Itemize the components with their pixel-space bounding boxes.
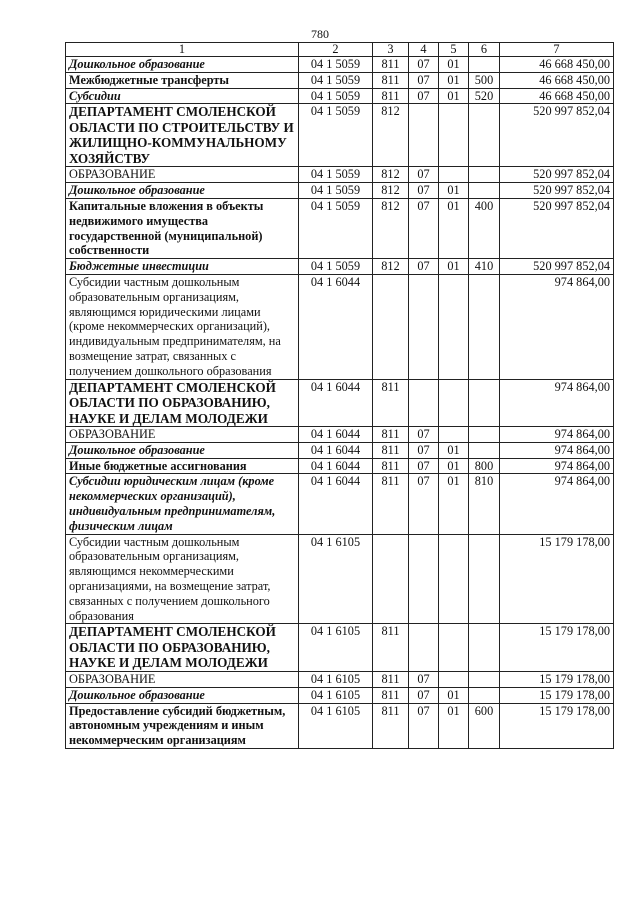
- row-rz: 07: [409, 259, 439, 275]
- row-code: 04 1 5059: [299, 259, 373, 275]
- table-row: [66, 259, 614, 275]
- row-sum: 15 179 178,00: [500, 687, 614, 703]
- table-row: [66, 198, 614, 258]
- row-vr: 600: [469, 703, 500, 748]
- row-ved: 811: [373, 88, 409, 104]
- row-name: ОБРАЗОВАНИЕ: [66, 427, 299, 443]
- row-vr: 410: [469, 259, 500, 275]
- table-row: [66, 167, 614, 183]
- row-ved: 812: [373, 259, 409, 275]
- row-code: 04 1 6105: [299, 624, 373, 672]
- row-name: ДЕПАРТАМЕНТ СМОЛЕНСКОЙ ОБЛАСТИ ПО СТРОИТЕЛЬСТВУ И ЖИЛИЩНО-КОММУНАЛЬНОМУ ХОЗЯЙСТВУ: [66, 104, 299, 167]
- row-name: ДЕПАРТАМЕНТ СМОЛЕНСКОЙ ОБЛАСТИ ПО ОБРАЗОВАНИЮ, НАУКЕ И ДЕЛАМ МОЛОДЕЖИ: [66, 379, 299, 427]
- table-row: [66, 534, 614, 624]
- row-vr: 800: [469, 458, 500, 474]
- table-row: [66, 274, 614, 379]
- row-vr: [469, 624, 500, 672]
- row-code: 04 1 5059: [299, 57, 373, 73]
- row-rz: 07: [409, 703, 439, 748]
- row-vr: [469, 534, 500, 624]
- row-pr: 01: [439, 474, 469, 534]
- row-code: 04 1 5059: [299, 198, 373, 258]
- row-code: 04 1 6044: [299, 474, 373, 534]
- row-name: Дошкольное образование: [66, 57, 299, 73]
- row-name: Предоставление субсидий бюджетным, автономным учреждениям и иным некоммерческим организациям: [66, 703, 299, 748]
- row-pr: [439, 671, 469, 687]
- table-row: [66, 72, 614, 88]
- row-name: ДЕПАРТАМЕНТ СМОЛЕНСКОЙ ОБЛАСТИ ПО ОБРАЗОВАНИЮ, НАУКЕ И ДЕЛАМ МОЛОДЕЖИ: [66, 624, 299, 672]
- row-sum: 46 668 450,00: [500, 72, 614, 88]
- header-col-5: 5: [439, 43, 469, 57]
- row-vr: [469, 427, 500, 443]
- row-sum: 974 864,00: [500, 474, 614, 534]
- row-vr: [469, 104, 500, 167]
- row-pr: 01: [439, 88, 469, 104]
- table-row: [66, 458, 614, 474]
- row-pr: 01: [439, 259, 469, 275]
- row-name: Межбюджетные трансферты: [66, 72, 299, 88]
- row-sum: 46 668 450,00: [500, 57, 614, 73]
- row-ved: 811: [373, 671, 409, 687]
- page-number: 780: [311, 27, 329, 41]
- table-row: [66, 88, 614, 104]
- row-code: 04 1 6044: [299, 379, 373, 427]
- row-sum: 46 668 450,00: [500, 88, 614, 104]
- row-code: 04 1 6044: [299, 458, 373, 474]
- row-code: 04 1 6044: [299, 274, 373, 379]
- row-rz: [409, 274, 439, 379]
- row-rz: 07: [409, 671, 439, 687]
- row-rz: 07: [409, 474, 439, 534]
- row-ved: 811: [373, 427, 409, 443]
- table-row: [66, 57, 614, 73]
- row-rz: 07: [409, 687, 439, 703]
- row-pr: [439, 534, 469, 624]
- row-ved: 812: [373, 198, 409, 258]
- row-pr: 01: [439, 458, 469, 474]
- row-vr: [469, 671, 500, 687]
- row-vr: 500: [469, 72, 500, 88]
- row-name: Субсидии частным дошкольным образовательным организациям, являющимся юридическими лицами (кроме некоммерческих организаций), индивидуальным предпринимателям, на возмещение затрат, связанных с получением дошкольного образования: [66, 274, 299, 379]
- row-rz: 07: [409, 167, 439, 183]
- row-rz: [409, 534, 439, 624]
- row-pr: 01: [439, 687, 469, 703]
- row-ved: 811: [373, 474, 409, 534]
- row-pr: [439, 427, 469, 443]
- row-code: 04 1 6105: [299, 671, 373, 687]
- header-col-3: 3: [373, 43, 409, 57]
- row-ved: 811: [373, 442, 409, 458]
- row-rz: 07: [409, 198, 439, 258]
- row-ved: [373, 534, 409, 624]
- row-vr: [469, 167, 500, 183]
- row-rz: 07: [409, 427, 439, 443]
- header-col-6: 6: [469, 43, 500, 57]
- row-vr: 400: [469, 198, 500, 258]
- row-ved: [373, 274, 409, 379]
- row-name: ОБРАЗОВАНИЕ: [66, 167, 299, 183]
- header-col-7: 7: [500, 43, 614, 57]
- row-pr: 01: [439, 57, 469, 73]
- row-rz: [409, 379, 439, 427]
- table-row: [66, 624, 614, 672]
- row-sum: 520 997 852,04: [500, 198, 614, 258]
- row-pr: 01: [439, 72, 469, 88]
- row-name: Дошкольное образование: [66, 183, 299, 199]
- row-vr: [469, 274, 500, 379]
- row-rz: [409, 104, 439, 167]
- row-rz: 07: [409, 57, 439, 73]
- row-ved: 812: [373, 167, 409, 183]
- row-code: 04 1 6105: [299, 703, 373, 748]
- row-pr: [439, 104, 469, 167]
- table-row: [66, 379, 614, 427]
- row-rz: 07: [409, 72, 439, 88]
- row-ved: 811: [373, 57, 409, 73]
- row-rz: 07: [409, 183, 439, 199]
- row-name: Бюджетные инвестиции: [66, 259, 299, 275]
- row-code: 04 1 5059: [299, 183, 373, 199]
- table-row: [66, 687, 614, 703]
- row-ved: 812: [373, 104, 409, 167]
- row-vr: [469, 183, 500, 199]
- row-pr: [439, 379, 469, 427]
- row-sum: 520 997 852,04: [500, 104, 614, 167]
- row-code: 04 1 6105: [299, 687, 373, 703]
- table-row: [66, 703, 614, 748]
- row-sum: 974 864,00: [500, 458, 614, 474]
- row-name: Субсидии юридическим лицам (кроме некоммерческих организаций), индивидуальным предпринимателям, физическим лицам: [66, 474, 299, 534]
- row-rz: 07: [409, 88, 439, 104]
- row-name: Дошкольное образование: [66, 687, 299, 703]
- row-vr: [469, 442, 500, 458]
- row-sum: 520 997 852,04: [500, 167, 614, 183]
- row-name: Капитальные вложения в объекты недвижимого имущества государственной (муниципальной) собственности: [66, 198, 299, 258]
- row-code: 04 1 5059: [299, 88, 373, 104]
- table-row: [66, 427, 614, 443]
- row-ved: 811: [373, 703, 409, 748]
- row-code: 04 1 6044: [299, 427, 373, 443]
- row-sum: 520 997 852,04: [500, 259, 614, 275]
- row-name: Дошкольное образование: [66, 442, 299, 458]
- row-pr: 01: [439, 703, 469, 748]
- row-vr: [469, 57, 500, 73]
- row-code: 04 1 5059: [299, 167, 373, 183]
- row-name: Иные бюджетные ассигнования: [66, 458, 299, 474]
- row-rz: 07: [409, 442, 439, 458]
- row-sum: 974 864,00: [500, 442, 614, 458]
- row-ved: 811: [373, 458, 409, 474]
- row-code: 04 1 6105: [299, 534, 373, 624]
- row-code: 04 1 6044: [299, 442, 373, 458]
- row-sum: 520 997 852,04: [500, 183, 614, 199]
- row-pr: [439, 274, 469, 379]
- row-sum: 974 864,00: [500, 427, 614, 443]
- table-body: [66, 57, 614, 749]
- row-ved: 811: [373, 687, 409, 703]
- row-code: 04 1 5059: [299, 72, 373, 88]
- row-pr: 01: [439, 183, 469, 199]
- row-name: Субсидии частным дошкольным образовательным организациям, являющимся некоммерческими организациями, на возмещение затрат, связанных с получением дошкольного образования: [66, 534, 299, 624]
- table-row: [66, 671, 614, 687]
- header-col-2: 2: [299, 43, 373, 57]
- row-sum: 15 179 178,00: [500, 534, 614, 624]
- row-vr: 520: [469, 88, 500, 104]
- row-vr: [469, 379, 500, 427]
- header-row: [66, 43, 614, 57]
- row-ved: 811: [373, 72, 409, 88]
- row-sum: 974 864,00: [500, 274, 614, 379]
- row-pr: 01: [439, 198, 469, 258]
- row-rz: [409, 624, 439, 672]
- table-row: [66, 474, 614, 534]
- header-col-1: 1: [66, 43, 299, 57]
- row-vr: [469, 687, 500, 703]
- row-name: Субсидии: [66, 88, 299, 104]
- row-vr: 810: [469, 474, 500, 534]
- row-sum: 15 179 178,00: [500, 671, 614, 687]
- row-sum: 15 179 178,00: [500, 703, 614, 748]
- row-ved: 812: [373, 183, 409, 199]
- table-row: [66, 104, 614, 167]
- table-row: [66, 442, 614, 458]
- row-ved: 811: [373, 624, 409, 672]
- budget-table: [65, 42, 614, 749]
- row-pr: [439, 624, 469, 672]
- row-name: ОБРАЗОВАНИЕ: [66, 671, 299, 687]
- row-code: 04 1 5059: [299, 104, 373, 167]
- row-pr: 01: [439, 442, 469, 458]
- header-col-4: 4: [409, 43, 439, 57]
- row-pr: [439, 167, 469, 183]
- row-sum: 974 864,00: [500, 379, 614, 427]
- row-ved: 811: [373, 379, 409, 427]
- row-sum: 15 179 178,00: [500, 624, 614, 672]
- table-row: [66, 183, 614, 199]
- row-rz: 07: [409, 458, 439, 474]
